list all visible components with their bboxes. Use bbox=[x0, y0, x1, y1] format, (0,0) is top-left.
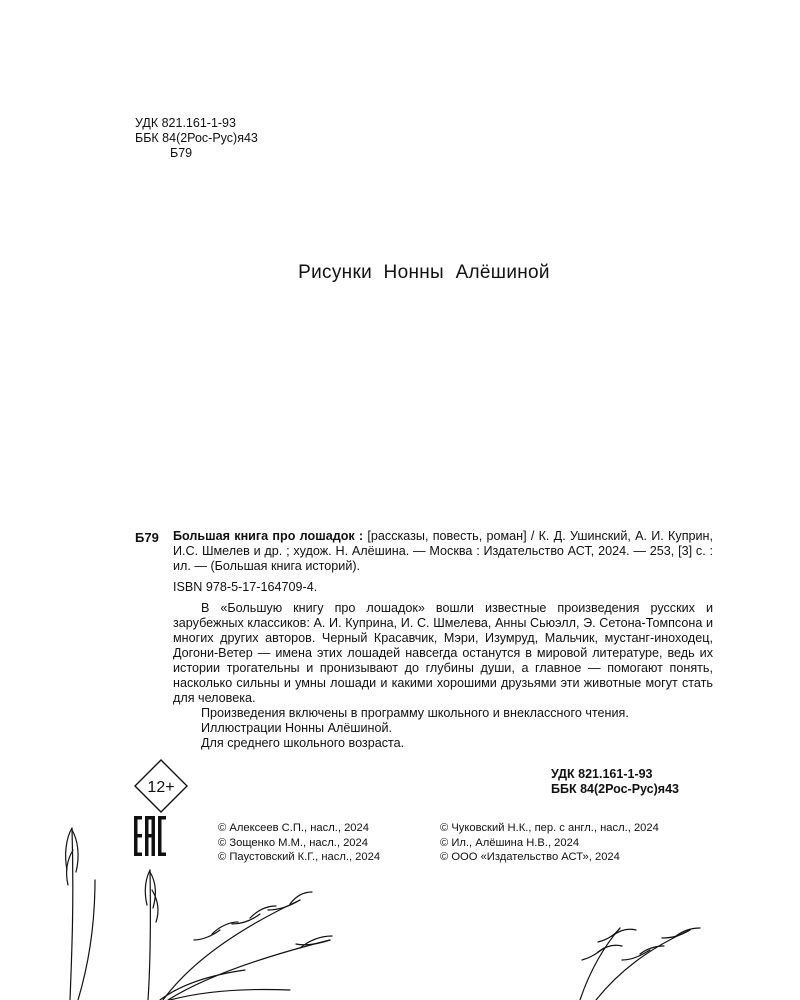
bibliographic-record bbox=[173, 529, 713, 751]
book-title: Большая книга про лошадок : bbox=[173, 529, 364, 543]
udk-code: УДК 821.161-1-93 bbox=[135, 116, 236, 130]
bibliographic-entry bbox=[173, 529, 713, 574]
audience-note: Для среднего школьного возраста. bbox=[201, 736, 405, 750]
classification-block bbox=[135, 116, 258, 161]
entry-details: [рассказы, повесть, роман] / К. Д. Ушинский, А. И. Куприн, И.С. Шмелев и др. ; худож. Н. Алёшина. — Москва : Издательство АСТ, 2024. — 253, [3] с. : ил. — (Большая книга историй). bbox=[173, 529, 714, 573]
isbn: ISBN 978-5-17-164709-4. bbox=[173, 580, 318, 594]
classification-block-bottom bbox=[551, 767, 679, 797]
copyright-line: © Паустовский К.Г., насл., 2024 bbox=[218, 851, 381, 863]
copyright-line: © Алексеев С.П., насл., 2024 bbox=[218, 822, 369, 834]
catalog-code: Б79 bbox=[135, 530, 159, 545]
age-rating-diamond-icon bbox=[133, 758, 189, 814]
copyright-line: © ООО «Издательство АСТ», 2024 bbox=[440, 851, 620, 863]
curriculum-note: Произведения включены в программу школьного и внеклассного чтения. bbox=[201, 706, 629, 720]
udk-code-bottom: УДК 821.161-1-93 bbox=[551, 767, 653, 781]
age-rating-label: 12+ bbox=[147, 779, 175, 796]
copyright-line: © Ил., Алёшина Н.В., 2024 bbox=[440, 836, 580, 849]
bbk-code-bottom: ББК 84(2Рос-Рус)я43 bbox=[551, 782, 679, 796]
bbk-code: ББК 84(2Рос-Рус)я43 bbox=[135, 131, 258, 145]
illustrator-title: Рисунки Нонны Алёшиной bbox=[298, 262, 550, 283]
copyright-line: © Чуковский Н.К., пер. с англ., насл., 2024 bbox=[440, 822, 659, 834]
copyright-line: © Зощенко М.М., насл., 2024 bbox=[218, 836, 368, 849]
grass-illustration-icon bbox=[0, 810, 800, 1000]
annotation: В «Большую книгу про лошадок» вошли известные произведения русских и зарубежных классиков: А. И. Куприна, И. С. Шмелева, Анны Сьюэлл, Э. Сетона-Томпсона и многих других авторов. Черный Красавчик, Мэри, Изумруд, Мальчик, мустанг-иноходец, Догони-Ветер — имена этих лошадей навсегда останутся в мировой литературе, ведь их истории трогательны и пронизывают до глубины души, а главное — помогают понять, насколько сильны и умны лошади и какими хорошими друзьями эти животные могут стать для человека. bbox=[173, 601, 713, 705]
illustrations-note: Иллюстрации Нонны Алёшиной. bbox=[201, 721, 392, 735]
author-mark: Б79 bbox=[170, 146, 193, 160]
